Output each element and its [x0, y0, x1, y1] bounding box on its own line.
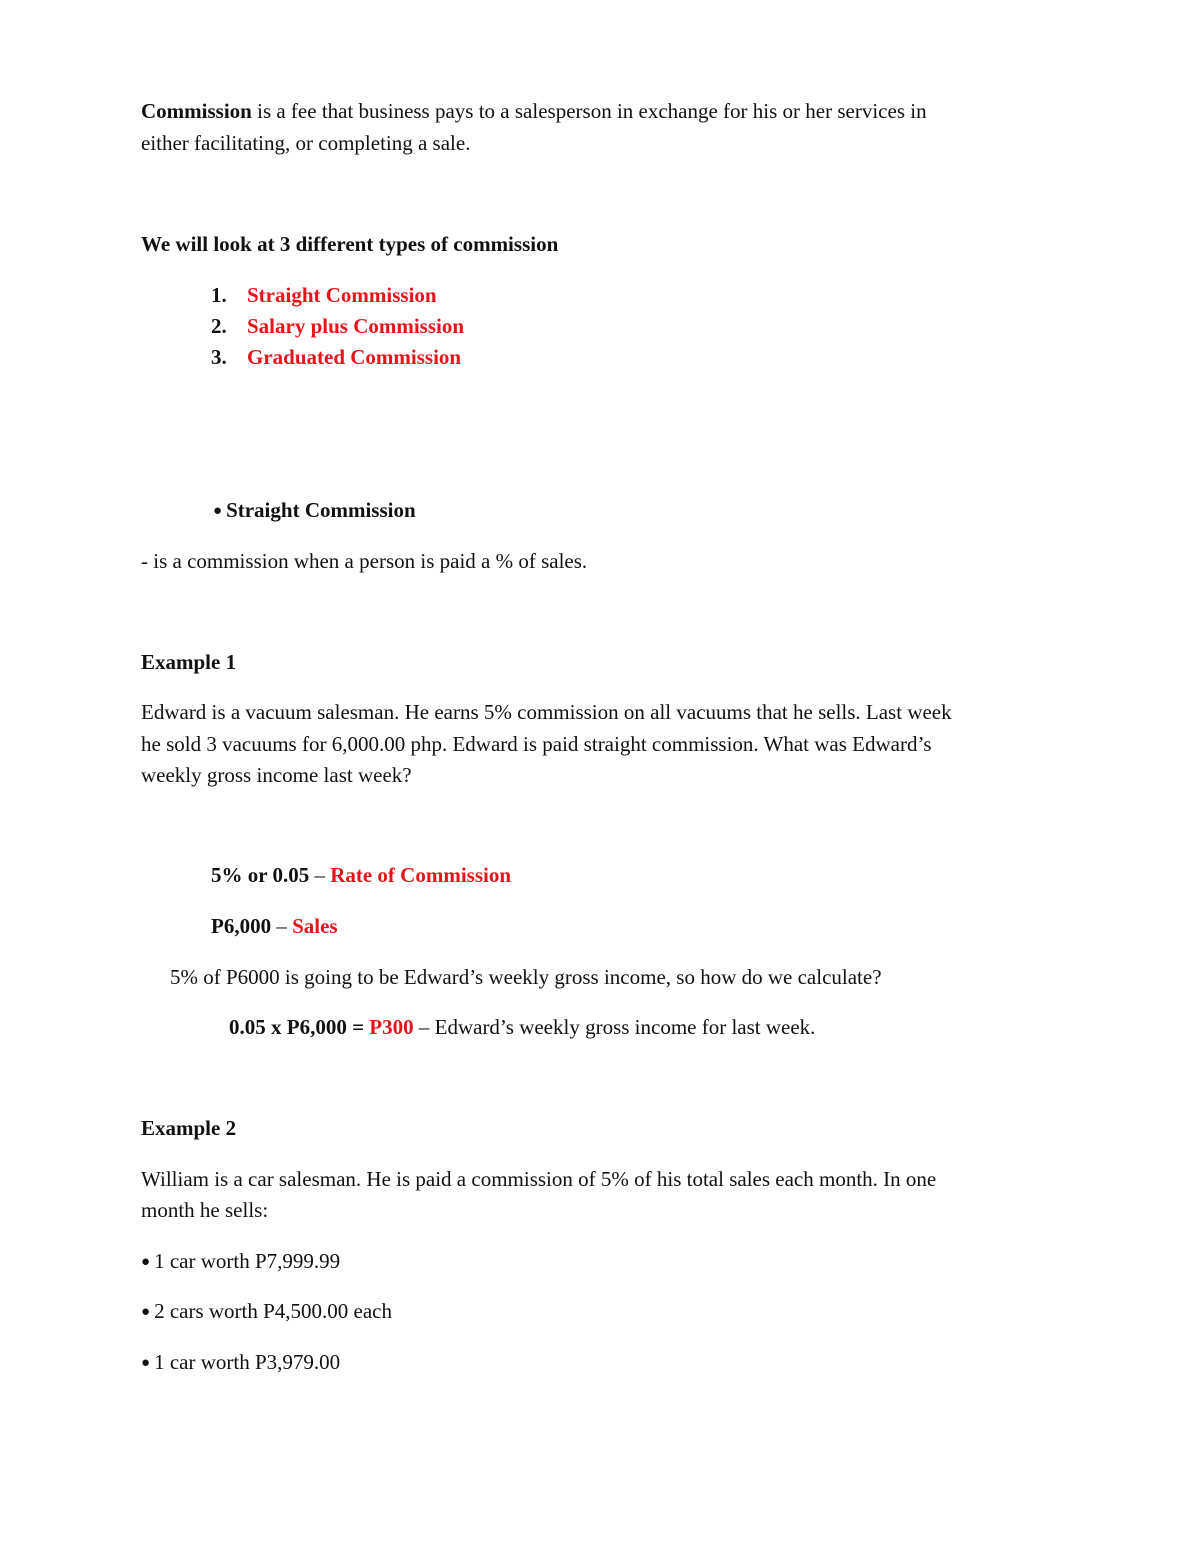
- bullet-icon: ●: [213, 503, 223, 519]
- example-1-heading: Example 1: [141, 650, 237, 674]
- example-1-line: he sold 3 vacuums for 6,000.00 php. Edward is paid straight commission. What was Edward’s: [141, 732, 932, 756]
- type-number: 1.: [211, 283, 227, 307]
- calc-explanation: – Edward’s weekly gross income for last week.: [413, 1015, 816, 1039]
- rate-value: 5% or 0.05: [211, 863, 310, 887]
- type-item-salary-plus: [211, 310, 464, 342]
- rate-of-commission-line: [211, 859, 511, 891]
- sales-dash: –: [271, 914, 293, 938]
- list-item: [141, 1346, 340, 1381]
- type-label: Salary plus Commission: [247, 314, 465, 338]
- calculation-line: [229, 1011, 815, 1043]
- sales-value: P6,000: [211, 914, 272, 938]
- type-item-straight: [211, 279, 437, 311]
- example-1-line: Edward is a vacuum salesman. He earns 5% commission on all vacuums that he sells. Last week: [141, 700, 952, 724]
- types-heading: We will look at 3 different types of commission: [141, 232, 559, 256]
- sales-line: [211, 910, 338, 942]
- rate-label: Rate of Commission: [330, 863, 512, 887]
- type-label: Graduated Commission: [247, 345, 462, 369]
- list-item-text: 2 cars worth P4,500.00 each: [154, 1299, 393, 1323]
- example-2-heading: Example 2: [141, 1116, 237, 1140]
- section-title: Straight Commission: [226, 498, 416, 522]
- example-2-line: William is a car salesman. He is paid a commission of 5% of his total sales each month. In one: [141, 1167, 937, 1191]
- section-straight-title: [213, 494, 416, 529]
- list-item-text: 1 car worth P7,999.99: [154, 1249, 341, 1273]
- bullet-icon: ●: [141, 1355, 151, 1371]
- intro-line-1-text: is a fee that business pays to a salesperson in exchange for his or her services in: [251, 99, 927, 123]
- type-item-graduated: [211, 341, 461, 373]
- example-2-line: month he sells:: [141, 1198, 269, 1222]
- type-number: 2.: [211, 314, 227, 338]
- section-straight-definition: - is a commission when a person is paid a % of sales.: [141, 549, 588, 573]
- intro-line-1: [141, 95, 927, 127]
- list-item: [141, 1245, 340, 1280]
- list-item-text: 1 car worth P3,979.00: [154, 1350, 341, 1374]
- sales-label: Sales: [292, 914, 338, 938]
- type-number: 3.: [211, 345, 227, 369]
- example-1-line: weekly gross income last week?: [141, 763, 412, 787]
- calc-expression: 0.05 x P6,000 =: [229, 1015, 370, 1039]
- rate-dash: –: [309, 863, 331, 887]
- intro-line-2: either facilitating, or completing a sale.: [141, 131, 471, 155]
- bullet-icon: ●: [141, 1254, 151, 1270]
- type-label: Straight Commission: [247, 283, 437, 307]
- calc-result: P300: [369, 1015, 414, 1039]
- commission-term: Commission: [141, 99, 252, 123]
- list-item: [141, 1295, 392, 1330]
- bullet-icon: ●: [141, 1304, 151, 1320]
- calculation-question: 5% of P6000 is going to be Edward’s weekly gross income, so how do we calculate?: [170, 965, 882, 989]
